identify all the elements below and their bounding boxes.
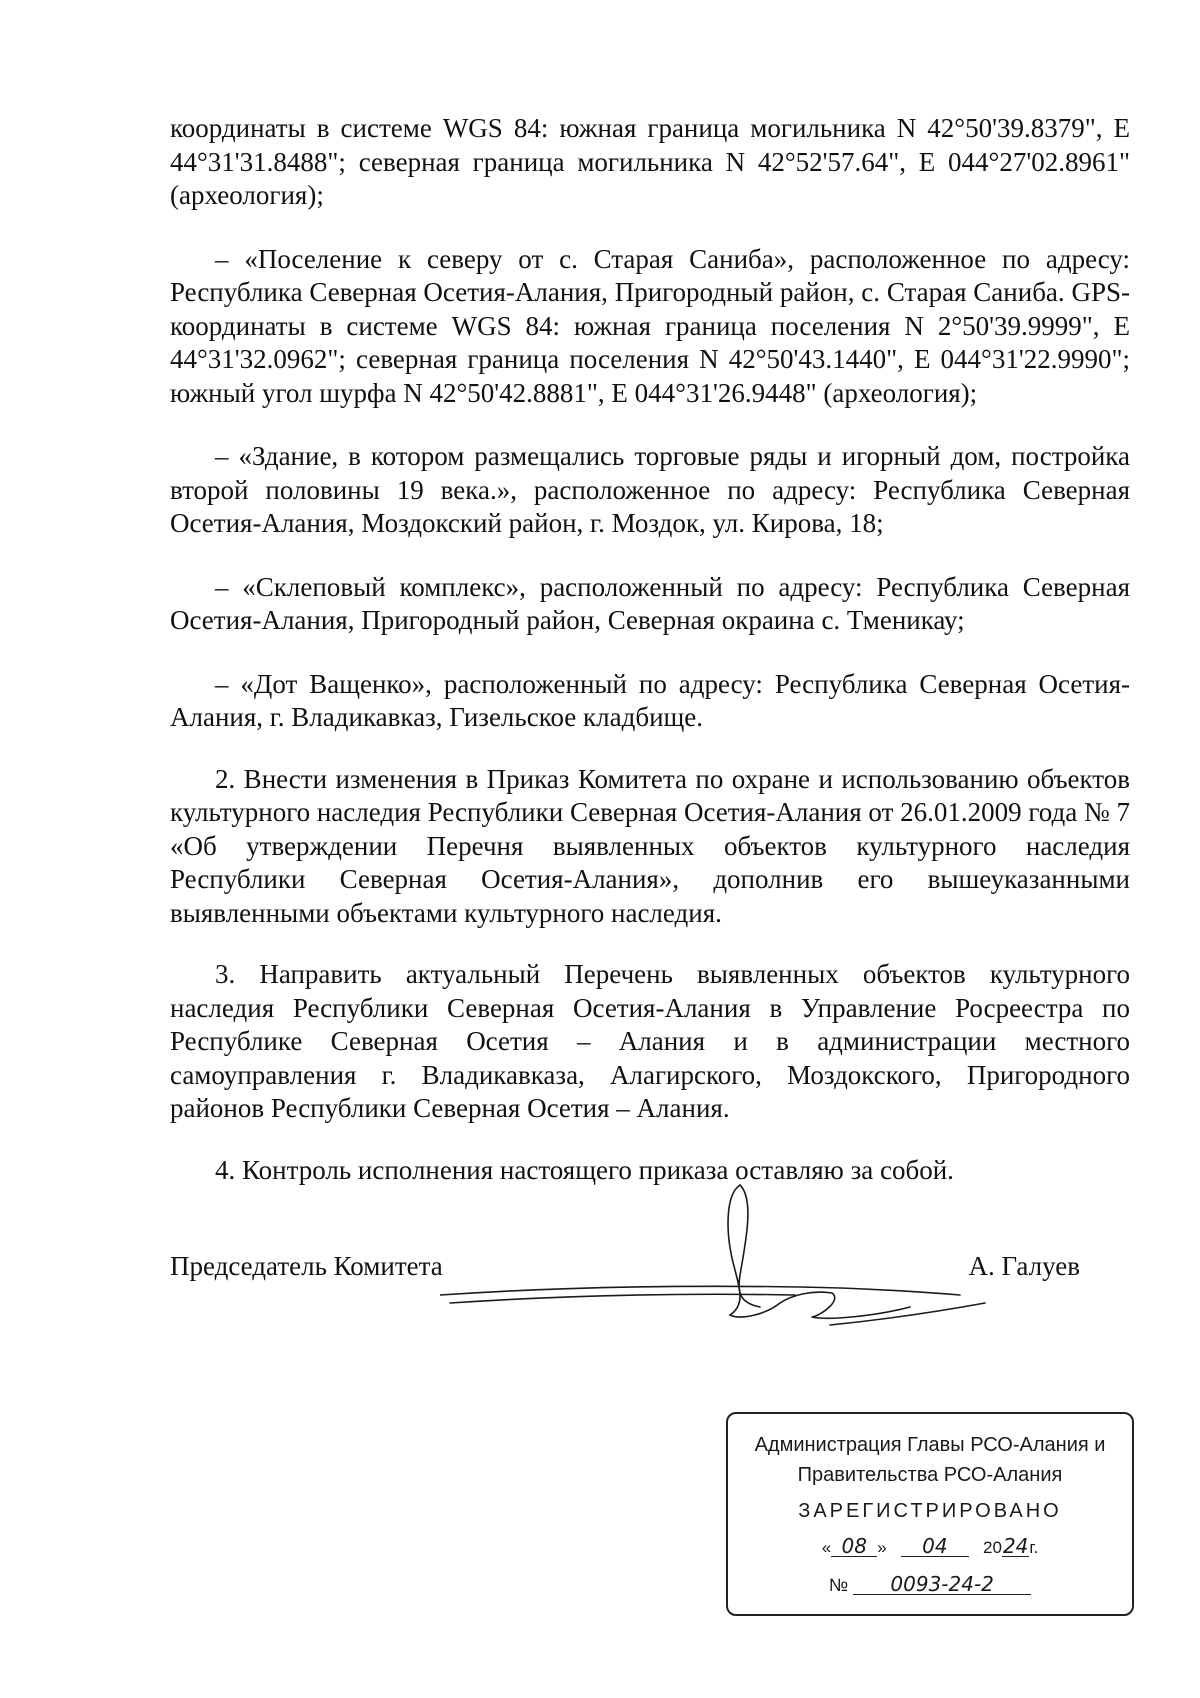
paragraph-settlement-saniba: – «Поселение к северу от с. Старая Саниба», расположенное по адресу: Республика Северная Осетия-Алания, Пригородный район, с. Старая Саниба. GPS-координаты в системе WGS 84: южная граница поселения N 2°50'39.9999", E 44°31'32.0962"; северная граница поселения N 42°50'43.1440", E 044°31'22.9990"; южный угол шурфа N 42°50'42.8881", E 044°31'26.9448" (археология); [170,243,1130,408]
stamp-org-line-2: Правительства РСО-Алания [797,1464,1063,1486]
stamp-day: 08 [831,1536,877,1557]
signatory-title: Председатель Комитета [170,1251,443,1281]
document-body [170,112,1130,1187]
stamp-registered-label: ЗАРЕГИСТРИРОВАНО [798,1500,1062,1522]
stamp-month: 04 [901,1536,969,1557]
paragraph-crypt-complex: – «Склеповый комплекс», расположенный по адресу: Республика Северная Осетия-Алания, Пригородный район, Северная окраина с. Тменикау; [170,571,1130,635]
stamp-year-unit: г. [1029,1538,1039,1557]
paragraph-coordinates-tail: координаты в системе WGS 84: южная граница могильника N 42°50'39.8379", E 44°31'31.8488"; северная граница могильника N 42°52'57.64", E 044°27'02.8961" (археология); [170,113,1130,210]
paragraph-item-2: 2. Внести изменения в Приказ Комитета по охране и использованию объектов культурного наследия Республики Северная Осетия-Алания от 26.01.2009 года № 7 «Об утверждении Перечня выявленных объектов культурного наследия Республики Северная Осетия-Алания», дополнив его вышеуказанными выявленными объектами культурного наследия. [170,763,1130,928]
paragraph-building-mozdok: – «Здание, в котором размещались торговые ряды и игорный дом, постройка второй половины 19 века.», расположенное по адресу: Республика Северная Осетия-Алания, Моздокский район, г. Моздок, ул. Кирова, 18; [170,441,1130,538]
stamp-number-row [728,1574,1132,1596]
stamp-date [728,1536,1132,1558]
stamp-year-suffix: 24 [1002,1534,1029,1558]
stamp-quote-open: « [821,1538,832,1557]
stamp-org-line-1: Администрация Главы РСО-Алания и [754,1434,1106,1456]
paragraph-dot-vashchenko: – «Дот Ващенко», расположенный по адресу: Республика Северная Осетия-Алания, г. Владикавказ, Гизельское кладбище. [170,668,1130,732]
stamp-quote-close: » [877,1538,887,1557]
stamp-year-prefix: 20 [983,1538,1002,1557]
stamp-number: 0093-24-2 [853,1574,1031,1595]
signatory-name: А. Галуев [968,1251,1080,1281]
paragraph-item-3: 3. Направить актуальный Перечень выявленных объектов культурного наследия Республики Северная Осетия-Алания в Управление Росреестра по Республике Северная Осетия – Алания и в администрации местного самоуправления г. Владикавказа, Алагирского, Моздокского, Пригородного районов Республики Северная Осетия – Алания. [170,959,1130,1123]
registration-stamp [726,1412,1134,1616]
signature-row [170,1250,1080,1290]
stamp-organization [728,1430,1132,1490]
paragraph-item-4: 4. Контроль исполнения настоящего приказа оставляю за собой. [215,1154,954,1185]
stamp-number-label: № [828,1575,849,1595]
